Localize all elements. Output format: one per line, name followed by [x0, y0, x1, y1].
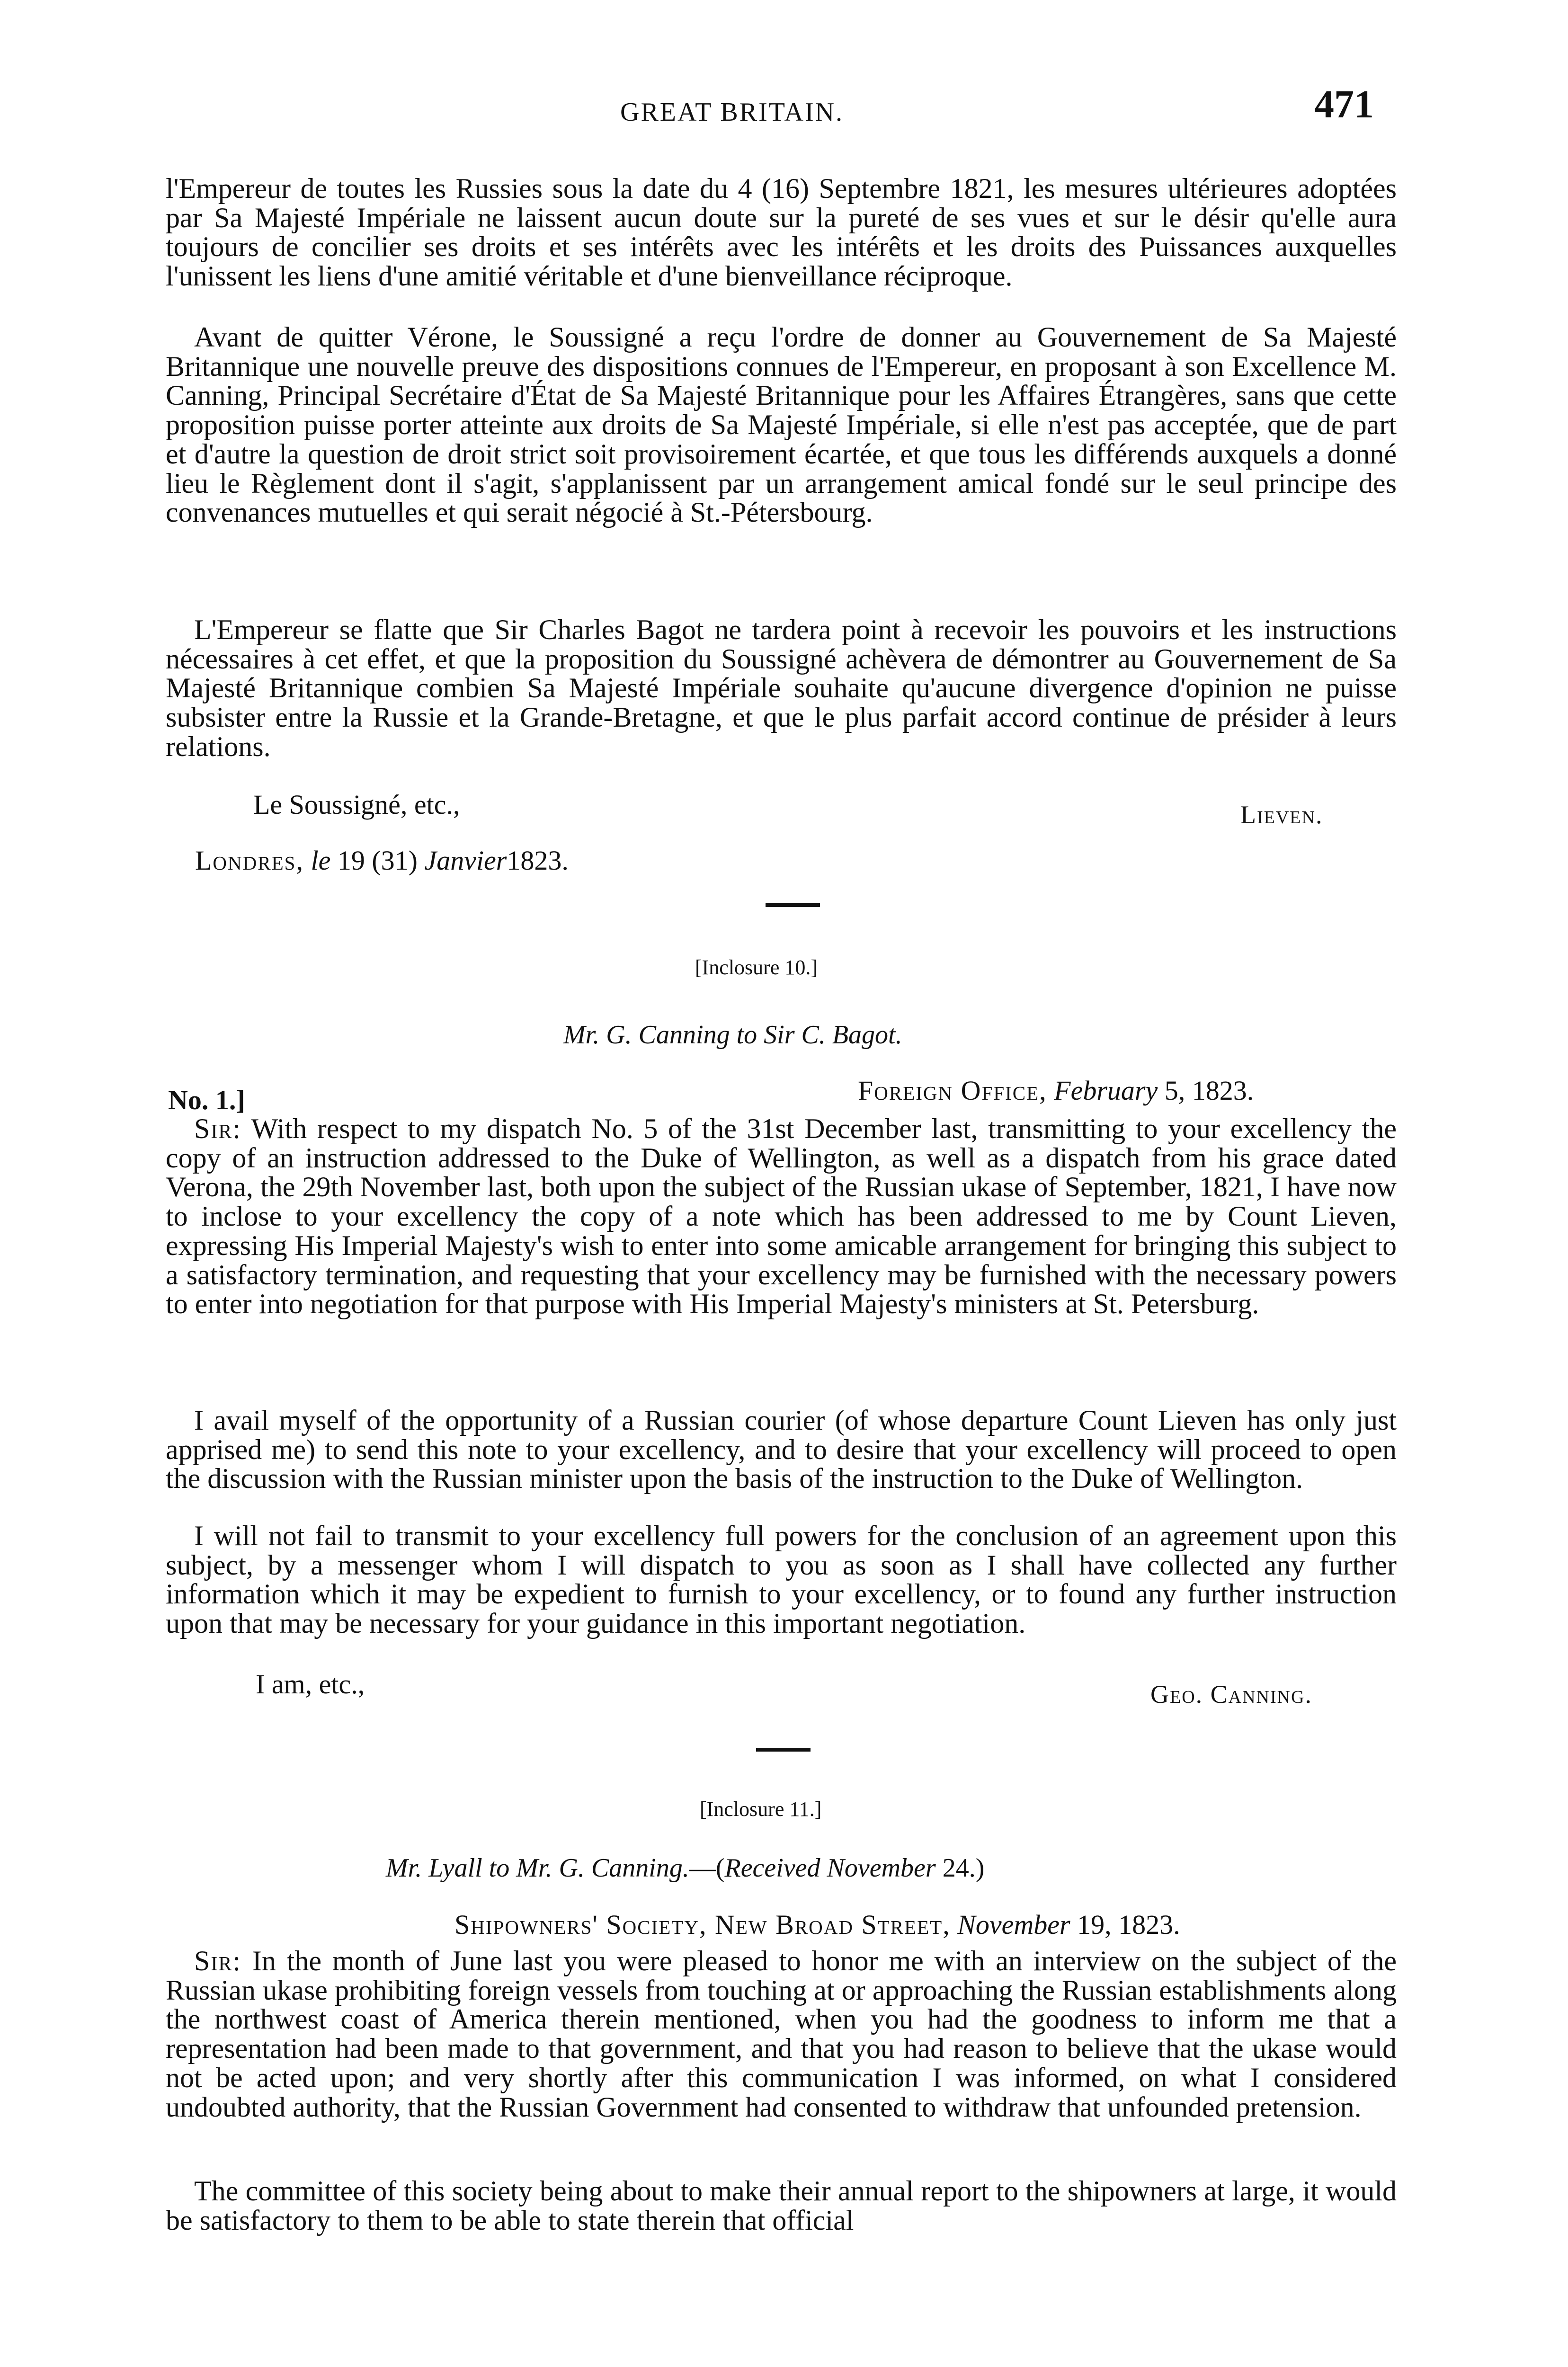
inclosure-10-label: [Inclosure 10.]: [695, 956, 818, 979]
lieven-dateline: [195, 845, 569, 876]
dateline-day: 19 (31): [337, 845, 418, 876]
dispatch-office: Foreign Office,: [858, 1075, 1047, 1106]
lieven-closing: Le Soussigné, etc.,: [253, 789, 460, 820]
lieven-paragraph-3: L'Empereur se flatte que Sir Charles Bagot ne tardera point à recevoir les pouvoirs et les instructions nécessaires à cet effet, et que la proposition du Soussigné achèvera de démontrer au Gouvernement de Sa Majesté Britannique combien Sa Majesté Impériale souhaite qu'aucune divergence d'opinion ne puisse subsister entre la Russie et la Grande-Bretagne, et que le plus parfait accord continue de présider à leurs relations.: [166, 614, 1397, 762]
lieven-paragraph-1: l'Empereur de toutes les Russies sous la date du 4 (16) Septembre 1821, les mesures ultérieures adoptées par Sa Majesté Impériale ne laissent aucun doute sur la pureté de ses vues et sur le désir qu'elle aura toujours de concilier ses droits et ses intérêts avec les intérêts et les droits des Puissances auxquelles l'unissent les liens d'une amitié véritable et d'une bienveillance réciproque.: [166, 173, 1397, 292]
inclosure-11-salutation: Sir:: [194, 1945, 242, 1976]
inclosure-10-salutation: Sir:: [194, 1113, 242, 1144]
inclosure-11-title-day: 24.): [942, 1853, 985, 1883]
inclosure-11-title-dash: —(: [689, 1853, 725, 1883]
inclosure-11-title: [386, 1853, 984, 1883]
dateline-month: Janvier: [424, 845, 507, 876]
inclosure-11-dateline: [454, 1909, 1180, 1940]
inclosure-11-month: November: [957, 1909, 1070, 1940]
lieven-paragraph-2: Avant de quitter Vérone, le Soussigné a reçu l'ordre de donner au Gouvernement de Sa Majesté Britannique une nouvelle preuve des dispositions connues de l'Empereur, en proposant à son Excellence M. Canning, Principal Secrétaire d'État de Sa Majesté Britannique pour les Affaires Étrangères, sans que cette proposition puisse porter atteinte aux droits de Sa Majesté Impériale, si elle n'est pas acceptée, que de part et d'autre la question de droit strict soit provisoirement écartée, et que tous les différends auxquels a donné lieu le Règlement dont il s'agit, s'applanissent par un arrangement amical fondé sur le seul principe des convenances mutuelles et qui serait négocié à St.-Pétersbourg.: [166, 321, 1397, 528]
section-divider-2: [756, 1748, 811, 1752]
inclosure-11-paragraph-1: [166, 1947, 1397, 2122]
dateline-le: le: [311, 845, 331, 876]
dispatch-number: No. 1.]: [168, 1085, 245, 1115]
dateline-year: 1823.: [507, 845, 569, 876]
inclosure-10-signature: Geo. Canning.: [1150, 1680, 1313, 1709]
inclosure-10-paragraph-1-text: With respect to my dispatch No. 5 of the 31st December last, transmitting to your excellency the copy of an instruction addressed to the Duke of Wellington, as well as a dispatch from his grace dated Verona, the 29th November last, both upon the subject of the Russian ukase of September, 1821, I have now to inclose to your excellency the copy of a note which has been addressed to me by Count Lieven, expressing His Imperial Majesty's wish to enter into some amicable arrangement for bringing this subject to a satisfactory termination, and requesting that your excellency may be furnished with the necessary powers to enter into negotiation for that purpose with His Imperial Majesty's ministers at St. Petersburg.: [166, 1113, 1397, 1320]
inclosure-10-paragraph-1: [166, 1114, 1397, 1319]
running-header-title: GREAT BRITAIN.: [620, 98, 844, 127]
page-number: 471: [1314, 82, 1374, 126]
lieven-signature: Lieven.: [1240, 801, 1323, 829]
section-divider: [766, 903, 820, 907]
inclosure-10-paragraph-2: I avail myself of the opportunity of a Russian courier (of whose departure Count Lieven has only just apprised me) to send this note to your excellency, and to desire that your excellency will proceed to open the discussion with the Russian minister upon the basis of the instruction to the Duke of Wellington.: [166, 1405, 1397, 1495]
inclosure-10-title: Mr. G. Canning to Sir C. Bagot.: [563, 1020, 902, 1050]
inclosure-10-paragraph-3: I will not fail to transmit to your excellency full powers for the conclusion of an agreement upon this subject, by a messenger whom I will dispatch to you as soon as I shall have collected any further information which it may be expedient to furnish to your excellency, or to found any further instruction upon that may be necessary for your guidance in this important negotiation.: [166, 1520, 1397, 1639]
dateline-place: Londres,: [195, 845, 304, 876]
dispatch-dateline: [858, 1075, 1254, 1106]
inclosure-11-title-names: Mr. Lyall to Mr. G. Canning.: [386, 1853, 689, 1883]
inclosure-11-paragraph-2: The committee of this society being about to make their annual report to the shipowners at large, it would be satisfactory to them to be able to state therein that official: [166, 2175, 1397, 2236]
inclosure-11-address: Shipowners' Society, New Broad Street,: [454, 1909, 951, 1940]
inclosure-11-title-received: Received November: [724, 1853, 936, 1883]
dispatch-date: 5, 1823.: [1164, 1075, 1254, 1106]
inclosure-10-closing: I am, etc.,: [256, 1669, 365, 1700]
dispatch-month: February: [1054, 1075, 1158, 1106]
inclosure-11-paragraph-1-text: In the month of June last you were pleased to honor me with an interview on the subject of the Russian ukase prohibiting foreign vessels from touching at or approaching the Russian establishments along the northwest coast of America therein mentioned, when you had the goodness to inform me that a representation had been made to that government, and that you had reason to believe that the ukase would not be acted upon; and very shortly after this communication I was informed, on what I considered undoubted authority, that the Russian Government had consented to withdraw that unfounded pretension.: [166, 1945, 1397, 2123]
inclosure-11-date: 19, 1823.: [1077, 1909, 1180, 1940]
inclosure-11-label: [Inclosure 11.]: [700, 1797, 822, 1821]
